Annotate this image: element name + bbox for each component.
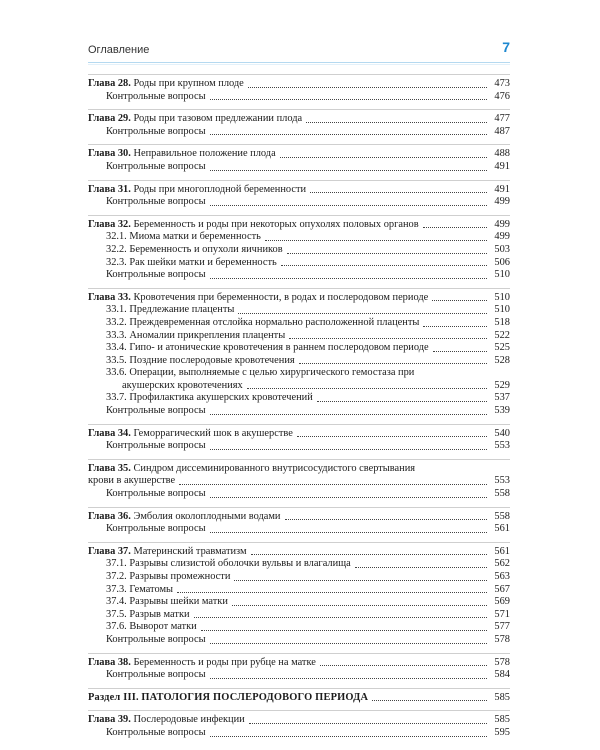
chapter-title: ПАТОЛОГИЯ ПОСЛЕРОДОВОГО ПЕРИОДА	[141, 691, 369, 703]
section-title: 37.6. Выворот матки	[106, 621, 197, 633]
page-ref: 525	[494, 342, 510, 354]
section-entry[interactable]	[88, 392, 510, 405]
page-ref: 562	[494, 558, 510, 570]
section-title: 33.2. Преждевременная отслойка нормально расположенной плаценты	[106, 316, 420, 328]
dot-leader	[210, 278, 487, 279]
page-ref: 510	[494, 304, 510, 316]
chapter-label: Глава 37.	[88, 545, 131, 557]
dot-leader	[210, 134, 487, 135]
dot-leader	[210, 643, 487, 644]
chapter-label: Глава 33.	[88, 291, 131, 303]
toc-line[interactable]	[88, 714, 510, 727]
toc-line[interactable]	[88, 692, 510, 705]
section-title: 37.2. Разрывы промежности	[106, 571, 231, 582]
section-title-cont: акушерских кровотечениях	[122, 379, 243, 391]
review-questions-entry[interactable]	[88, 269, 510, 282]
toc-line[interactable]	[88, 428, 510, 441]
page-ref: 561	[494, 523, 510, 535]
chapter-heading	[88, 511, 281, 524]
chapter-title: Неправильное положение плода	[133, 148, 276, 160]
section-entry[interactable]	[88, 609, 510, 622]
dot-leader	[297, 436, 487, 437]
page-ref: 553	[494, 440, 510, 452]
dot-leader	[355, 567, 487, 568]
header-rule-shadow	[88, 64, 510, 65]
review-questions-entry[interactable]	[88, 161, 510, 174]
section-title: Контрольные вопросы	[106, 196, 206, 208]
page-ref: 577	[494, 621, 510, 633]
section-entry[interactable]	[88, 244, 510, 257]
chapter-title: Геморрагический шок в акушерстве	[133, 427, 293, 439]
section-title-line	[88, 367, 510, 380]
review-questions-entry[interactable]	[88, 196, 510, 209]
section-title: Контрольные вопросы	[106, 488, 206, 500]
chapter-label: Глава 29.	[88, 113, 131, 125]
section-title: 33.3. Аномалии прикрепления плаценты	[106, 329, 286, 341]
dot-leader	[238, 313, 487, 314]
section-title: 33.7. Профилактика акушерских кровотечений	[106, 392, 313, 404]
page-ref: 567	[494, 583, 510, 595]
chapter-title-line	[88, 463, 510, 476]
table-of-contents	[88, 74, 510, 746]
chapter-entry	[88, 710, 510, 745]
chapter-heading	[88, 78, 244, 91]
chapter-label: Глава 34.	[88, 427, 131, 439]
section-title: Контрольные вопросы	[106, 523, 206, 535]
toc-line[interactable]	[88, 78, 510, 91]
chapter-heading	[88, 292, 428, 305]
section-title: Контрольные вопросы	[106, 405, 206, 417]
chapter-label: Глава 32.	[88, 218, 131, 230]
page-ref: 476	[494, 90, 510, 102]
page-ref: 585	[494, 714, 510, 726]
dot-leader	[432, 300, 487, 301]
toc-line[interactable]	[88, 511, 510, 524]
page-ref: 522	[494, 329, 510, 341]
toc-line[interactable]	[88, 475, 510, 488]
page-ref: 569	[494, 596, 510, 608]
review-questions-entry[interactable]	[88, 669, 510, 682]
chapter-label: Глава 31.	[88, 183, 131, 195]
toc-line[interactable]	[88, 219, 510, 232]
section-entry[interactable]	[88, 558, 510, 571]
page-header	[88, 38, 510, 62]
page-ref: 563	[494, 571, 510, 582]
section-entry[interactable]	[88, 621, 510, 634]
chapter-title: Синдром диссеминированного внутрисосудистого свертывания	[133, 462, 416, 474]
review-questions-entry[interactable]	[88, 405, 510, 418]
dot-leader	[287, 253, 487, 254]
page-ref: 561	[494, 545, 510, 557]
page-ref: 499	[494, 218, 510, 230]
review-questions-entry[interactable]	[88, 91, 510, 104]
dot-leader	[201, 630, 487, 631]
dot-leader	[210, 736, 487, 737]
page-ref: 529	[494, 379, 510, 391]
chapter-entry	[88, 215, 510, 288]
page-ref: 510	[494, 269, 510, 281]
page-ref: 499	[494, 196, 510, 208]
toc-line[interactable]	[88, 184, 510, 197]
dot-leader	[299, 363, 487, 364]
dot-leader	[247, 388, 487, 389]
section-title: 37.1. Разрывы слизистой оболочки вульвы и влагалища	[106, 558, 351, 570]
page-ref: 506	[494, 256, 510, 268]
section-title: 33.5. Поздние послеродовые кровотечения	[106, 354, 295, 366]
page-ref: 558	[494, 488, 510, 500]
chapter-heading	[88, 546, 247, 559]
dot-leader	[210, 170, 487, 171]
chapter-title: Роды при тазовом предлежании плода	[133, 113, 303, 125]
chapter-entry	[88, 507, 510, 542]
chapter-label: Глава 39.	[88, 714, 131, 726]
page-ref: 578	[494, 656, 510, 668]
section-entry[interactable]	[88, 571, 510, 584]
section-title: Контрольные вопросы	[106, 125, 206, 137]
chapter-entry	[88, 74, 510, 109]
dot-leader	[285, 519, 488, 520]
page-ref: 571	[494, 608, 510, 620]
chapter-label: Глава 36.	[88, 510, 131, 522]
chapter-entry	[88, 459, 510, 507]
section-title: Контрольные вопросы	[106, 669, 206, 681]
section-entry[interactable]	[88, 231, 510, 244]
dot-leader	[177, 592, 487, 593]
dot-leader	[306, 122, 487, 123]
chapter-heading	[88, 148, 276, 161]
page-ref: 499	[494, 231, 510, 243]
page-ref: 477	[494, 113, 510, 125]
dot-leader	[372, 700, 487, 701]
chapter-title: Беременность и роды при рубце на матке	[133, 656, 316, 668]
dot-leader	[210, 532, 487, 533]
review-questions-entry[interactable]	[88, 488, 510, 501]
chapter-heading	[88, 184, 306, 197]
section-entry[interactable]	[88, 304, 510, 317]
section-entry[interactable]	[88, 317, 510, 330]
section-title: 33.1. Предлежание плаценты	[106, 304, 235, 316]
dot-leader	[232, 605, 487, 606]
section-entry[interactable]	[88, 584, 510, 597]
part-entry	[88, 688, 510, 711]
chapter-entry	[88, 542, 510, 653]
page-ref: 491	[494, 160, 510, 172]
page-ref: 528	[494, 354, 510, 366]
chapter-title: Эмболия околоплодными водами	[133, 510, 281, 522]
dot-leader	[289, 338, 487, 339]
header-rule	[88, 62, 510, 63]
dot-leader	[210, 497, 487, 498]
section-title: Контрольные вопросы	[106, 440, 206, 452]
page-number: 7	[502, 39, 510, 55]
section-entry[interactable]	[88, 355, 510, 368]
section-title: 37.3. Гематомы	[106, 583, 174, 595]
toc-line[interactable]	[88, 113, 510, 126]
dot-leader	[423, 326, 487, 327]
chapter-entry	[88, 288, 510, 424]
chapter-entry	[88, 180, 510, 215]
chapter-title: Роды при многоплодной беременности	[133, 183, 307, 195]
dot-leader	[210, 678, 487, 679]
dot-leader	[210, 449, 487, 450]
chapter-label: Глава 30.	[88, 148, 131, 160]
chapter-title-cont: крови в акушерстве	[88, 475, 176, 487]
chapter-heading	[88, 692, 368, 705]
dot-leader	[194, 617, 487, 618]
page-ref: 558	[494, 510, 510, 522]
chapter-title: Материнский травматизм	[133, 545, 247, 557]
review-questions-entry[interactable]	[88, 440, 510, 453]
page-ref: 595	[494, 726, 510, 738]
toc-line[interactable]	[88, 546, 510, 559]
page-ref: 585	[494, 691, 510, 703]
page-ref: 487	[494, 125, 510, 137]
chapter-title: Беременность и роды при некоторых опухолях половых органов	[133, 218, 419, 230]
section-entry[interactable]	[88, 342, 510, 355]
chapter-title: Послеродовые инфекции	[133, 714, 245, 726]
section-title: 33.4. Гипо- и атонические кровотечения в раннем послеродовом периоде	[106, 342, 429, 354]
page-ref: 488	[494, 148, 510, 160]
toc-line[interactable]	[88, 380, 510, 393]
dot-leader	[281, 265, 487, 266]
chapter-heading	[88, 714, 245, 727]
section-title: 37.4. Разрывы шейки матки	[106, 596, 228, 608]
dot-leader	[234, 580, 487, 581]
chapter-heading	[88, 113, 302, 126]
page-ref: 553	[494, 475, 510, 487]
dot-leader	[210, 414, 487, 415]
dot-leader	[249, 723, 487, 724]
dot-leader	[317, 401, 487, 402]
page-ref: 539	[494, 405, 510, 417]
chapter-heading	[88, 428, 293, 441]
section-title: Контрольные вопросы	[106, 160, 206, 172]
review-questions-entry[interactable]	[88, 634, 510, 647]
section-title: 32.2. Беременность и опухоли яичников	[106, 243, 283, 255]
chapter-entry	[88, 424, 510, 459]
toc-line[interactable]	[88, 148, 510, 161]
dot-leader	[248, 87, 487, 88]
section-entry[interactable]	[88, 257, 510, 270]
review-questions-entry[interactable]	[88, 727, 510, 740]
chapter-title: Роды при крупном плоде	[133, 78, 244, 89]
page-ref: 578	[494, 633, 510, 645]
dot-leader	[423, 227, 487, 228]
page-ref: 540	[494, 427, 510, 439]
page-ref: 503	[494, 243, 510, 255]
dot-leader	[310, 192, 487, 193]
chapter-heading	[88, 219, 419, 232]
section-title: 37.5. Разрыв матки	[106, 608, 190, 620]
section-title: Контрольные вопросы	[106, 269, 206, 281]
dot-leader	[265, 240, 487, 241]
dot-leader	[280, 157, 487, 158]
section-title: 32.3. Рак шейки матки и беременность	[106, 256, 277, 268]
chapter-entry	[88, 144, 510, 179]
chapter-entry	[88, 109, 510, 144]
page-ref: 518	[494, 316, 510, 328]
chapter-label: Глава 38.	[88, 656, 131, 668]
section-entry[interactable]	[88, 330, 510, 343]
toc-line[interactable]	[88, 292, 510, 305]
toc-line[interactable]	[88, 657, 510, 670]
review-questions-entry[interactable]	[88, 523, 510, 536]
chapter-entry	[88, 653, 510, 688]
dot-leader	[251, 554, 487, 555]
page-ref: 491	[494, 183, 510, 195]
dot-leader	[433, 351, 487, 352]
dot-leader	[320, 665, 487, 666]
section-title: 33.6. Операции, выполняемые с целью хирургического гемостаза при	[106, 367, 415, 379]
section-title: Контрольные вопросы	[106, 633, 206, 645]
section-title: Контрольные вопросы	[106, 90, 206, 102]
section-entry[interactable]	[88, 596, 510, 609]
review-questions-entry[interactable]	[88, 126, 510, 139]
page-ref: 473	[494, 78, 510, 89]
chapter-label: Раздел III.	[88, 691, 139, 703]
section-title: Контрольные вопросы	[106, 726, 206, 738]
page-ref: 510	[494, 291, 510, 303]
dot-leader	[210, 99, 487, 100]
chapter-label: Глава 35.	[88, 462, 131, 474]
dot-leader	[179, 484, 487, 485]
page-ref: 584	[494, 669, 510, 681]
page-ref: 537	[494, 392, 510, 404]
chapter-title: Кровотечения при беременности, в родах и послеродовом периоде	[133, 291, 429, 303]
running-title: Оглавление	[88, 44, 150, 56]
chapter-heading	[88, 657, 316, 670]
chapter-label: Глава 28.	[88, 78, 131, 89]
section-title: 32.1. Миома матки и беременность	[106, 231, 261, 243]
dot-leader	[210, 205, 487, 206]
